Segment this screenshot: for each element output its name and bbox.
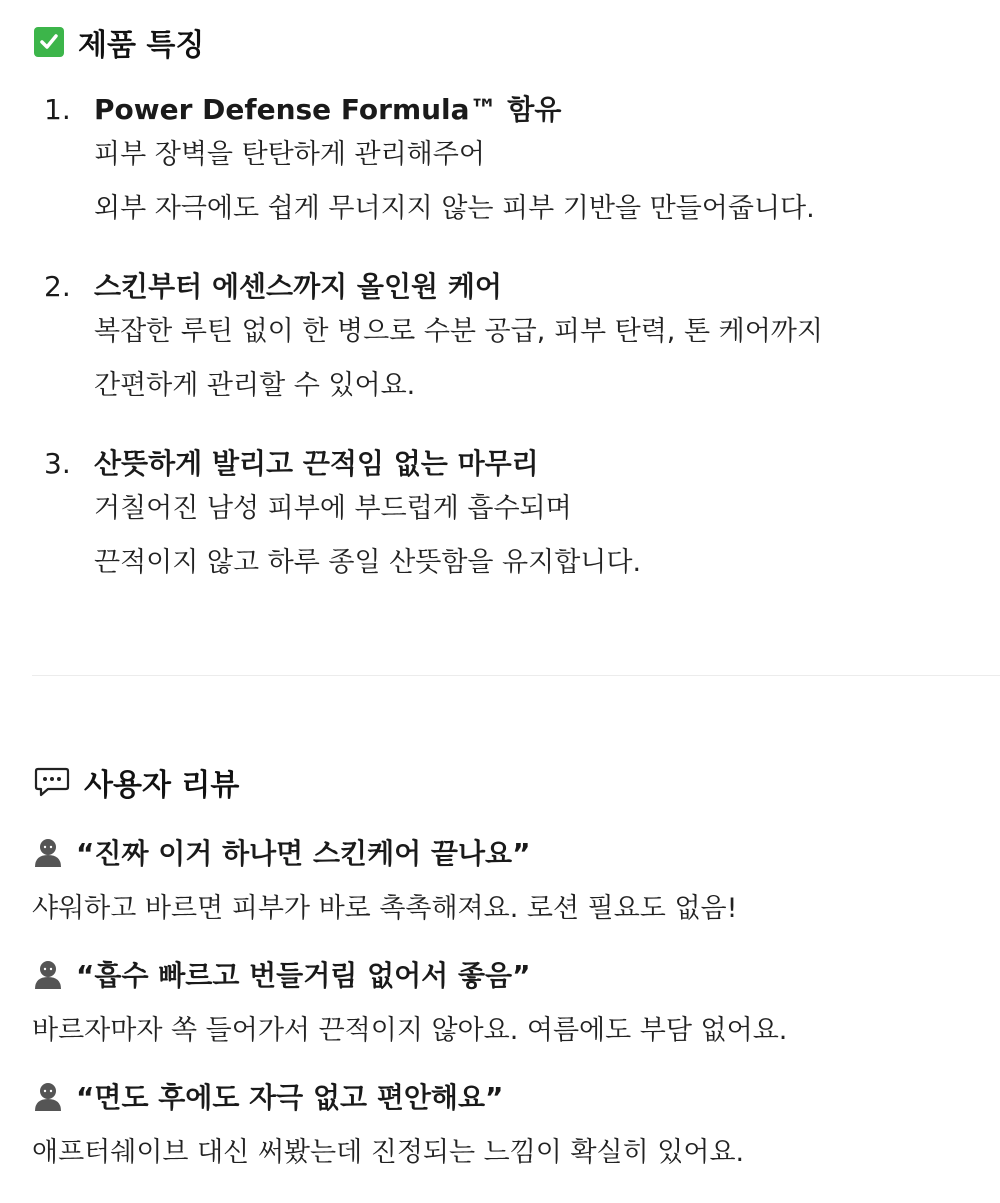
review-item (32, 1076, 990, 1169)
review-quote: “면도 후에도 자극 없고 편안해요” (76, 1081, 504, 1114)
features-heading (34, 20, 204, 64)
review-item (32, 832, 990, 925)
feature-title: Power Defense Formula™ 함유 (94, 93, 562, 126)
review-text: 바르자마자 쏙 들어가서 끈적이지 않아요. 여름에도 부담 없어요. (32, 1015, 788, 1046)
feature-desc-line: 거칠어진 남성 피부에 부드럽게 흡수되며 (94, 493, 572, 524)
feature-item (44, 88, 980, 236)
check-icon (34, 27, 64, 57)
reviews-title: 사용자 리뷰 (84, 768, 240, 803)
review-quote: “흡수 빠르고 번들거림 없어서 좋음” (76, 959, 531, 992)
features-title: 제품 특징 (78, 28, 205, 63)
feature-item (44, 442, 980, 590)
person-icon (32, 836, 64, 868)
feature-desc-line: 간편하게 관리할 수 있어요. (94, 370, 416, 401)
feature-title: 산뜻하게 발리고 끈적임 없는 마무리 (94, 447, 539, 480)
speech-bubble-icon (34, 766, 70, 798)
section-divider (32, 675, 1000, 676)
person-icon (32, 958, 64, 990)
feature-desc-line: 복잡한 루틴 없이 한 병으로 수분 공급, 피부 탄력, 톤 케어까지 (94, 316, 823, 347)
review-item (32, 954, 990, 1047)
person-icon (32, 1080, 64, 1112)
feature-item (44, 265, 980, 413)
review-text: 애프터쉐이브 대신 써봤는데 진정되는 느낌이 확실히 있어요. (32, 1137, 745, 1168)
reviews-heading (34, 760, 239, 804)
feature-desc-line: 외부 자극에도 쉽게 무너지지 않는 피부 기반을 만들어줍니다. (94, 193, 815, 224)
feature-desc-line: 끈적이지 않고 하루 종일 산뜻함을 유지합니다. (94, 547, 642, 578)
feature-desc-line: 피부 장벽을 탄탄하게 관리해주어 (94, 139, 485, 170)
feature-number: 1. (44, 93, 71, 126)
feature-number: 3. (44, 447, 71, 480)
feature-number: 2. (44, 270, 71, 303)
review-quote: “진짜 이거 하나면 스킨케어 끝나요” (76, 837, 531, 870)
feature-title: 스킨부터 에센스까지 올인원 케어 (94, 270, 502, 303)
review-text: 샤워하고 바르면 피부가 바로 촉촉해져요. 로션 필요도 없음! (32, 893, 738, 924)
